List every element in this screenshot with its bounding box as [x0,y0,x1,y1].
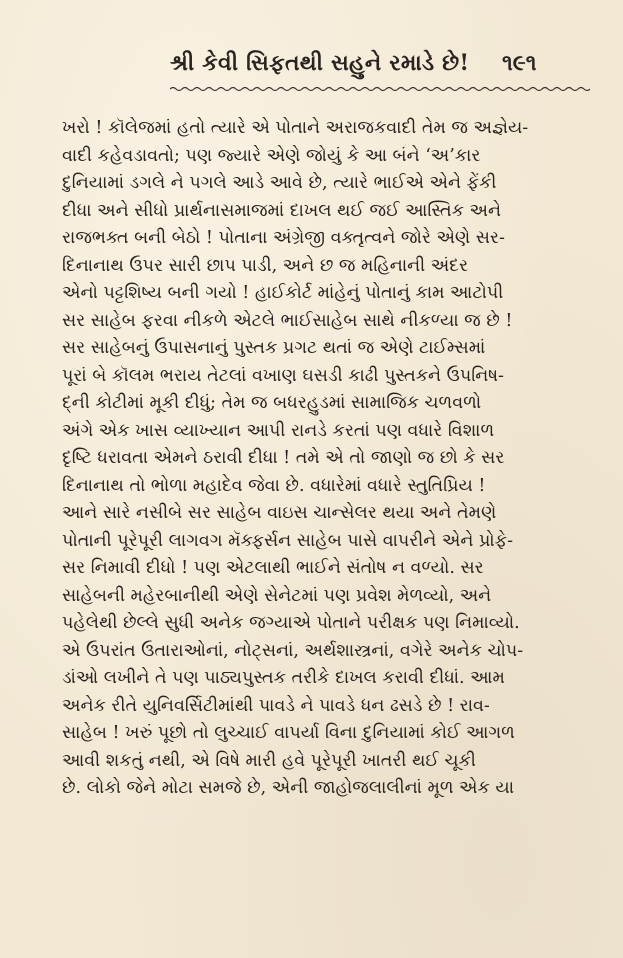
text-line: ખરો ! કૉલેજમાં હતો ત્યારે એ પોતાને અરાજકવાદી તેમ જ અજ્ઞેય- [62,118,529,138]
text-line: એ ઉપરાંત ઉતારાઓનાં, નોટ્સનાં, અર્થશાસ્ત્રનાં, વગેરે અનેક ચોપ- [62,640,524,661]
text-line: પહેલેથી છેલ્લે સુધી અનેક જગ્યાએ પોતાને પરીક્ષક પણ નિમાવ્યો. [62,613,520,633]
header-wavy-rule [170,86,590,92]
text-line: અંગે એક ખાસ વ્યાખ્યાન આપી રાનડે કરતાં પણ વધારે વિશાળ [62,420,495,441]
body-text [62,115,582,803]
page-header [170,50,590,90]
text-line: છે. લોકો જેને મોટા સમજે છે, એની જાહોજલાલીનાં મૂળ એક યા [62,778,515,798]
text-line: સાહેબ ! ખરું પૂછો તો લુચ્ચાઈ વાપર્યા વિના દુનિયામાં કોઈ આગળ [62,723,515,743]
text-line: સર સાહેબ ફરવા નીકળે એટલે ભાઈસાહેબ સાથે નીકળ્યા જ છે ! [62,310,513,331]
text-line: સર સાહેબનું ઉપાસનાનું પુસ્તક પ્રગટ થતાં જ એણે ટાઈમ્સમાં [62,338,486,358]
text-line: પૂરાં બે કૉલમ ભરાય તેટલાં વખાણ ઘસડી કાઢી પુસ્તકને ઉપનિષ- [62,365,504,386]
text-line: દૃષ્ટિ ધરાવતા એમને ઠરાવી દીધા ! તમે એ તો જાણો જ છો કે સર [62,448,505,468]
text-line: વાદી કહેવડાવતો; પણ જ્યારે એણે જોયું કે આ બંને ‘અ’કાર [62,145,481,166]
text-line: એનો પટ્ટશિષ્ય બની ગયો ! હાઈકોર્ટ માંહેનું પોતાનું કામ આટોપી [62,283,504,303]
text-line: દુનિયામાં ડગલે ને પગલે આડે આવે છે, ત્યારે ભાઈએ એને ફેંકી [62,173,497,193]
text-line: દ્ની કોટીમાં મૂકી દીધું; તેમ જ બધરહુડમાં સામાજિક ચળવળો [62,393,482,413]
text-line: સર નિમાવી દીધો ! પણ એટલાથી ભાઈને સંતોષ ન વળ્યો. સર [62,558,484,578]
text-line: રાજભક્ત બની બેઠો ! પોતાના અંગ્રેજી વક્તૃત્વને જોરે એણે સર- [62,228,505,248]
text-line: ડાંઓ લખીને તે પણ પાઠ્યપુસ્તક તરીકે દાખલ કરાવી દીધાં. આમ [62,668,505,688]
running-head: શ્રી કેવી સિફતથી સહુને રમાડે છે! [170,50,470,76]
text-line: દીધા અને સીધો પ્રાર્થનાસમાજમાં દાખલ થઈ જઈ આસ્તિક અને [62,200,502,221]
page-number: ૧૯૧ [502,50,537,76]
text-line: અનેક રીતે યુનિવર્સિટીમાંથી પાવડે ને પાવડે ધન ઢસડે છે ! રાવ- [62,695,490,716]
text-line: આને સારે નસીબે સર સાહેબ વાઇસ ચાન્સેલર થયા અને તેમણે [62,503,497,523]
text-line: પોતાની પૂરેપૂરી લાગવગ મૅક્ફર્સન સાહેબ પાસે વાપરીને એને પ્રોફે- [62,530,514,551]
text-line: દિનાનાથ ઉપર સારી છાપ પાડી, અને છ જ મહિનાની અંદર [62,255,469,276]
text-line: આવી શકતું નથી, એ વિષે મારી હવે પૂરેપૂરી ખાતરી થઈ ચૂકી [62,750,476,771]
text-line: સાહેબની મહેરબાનીથી એણે સેનેટમાં પણ પ્રવેશ મેળવ્યો, અને [62,585,492,606]
text-line: દિનાનાથ તો ભોળા મહાદેવ જેવા છે. વધારેમાં વધારે સ્તુતિપ્રિય ! [62,475,486,496]
